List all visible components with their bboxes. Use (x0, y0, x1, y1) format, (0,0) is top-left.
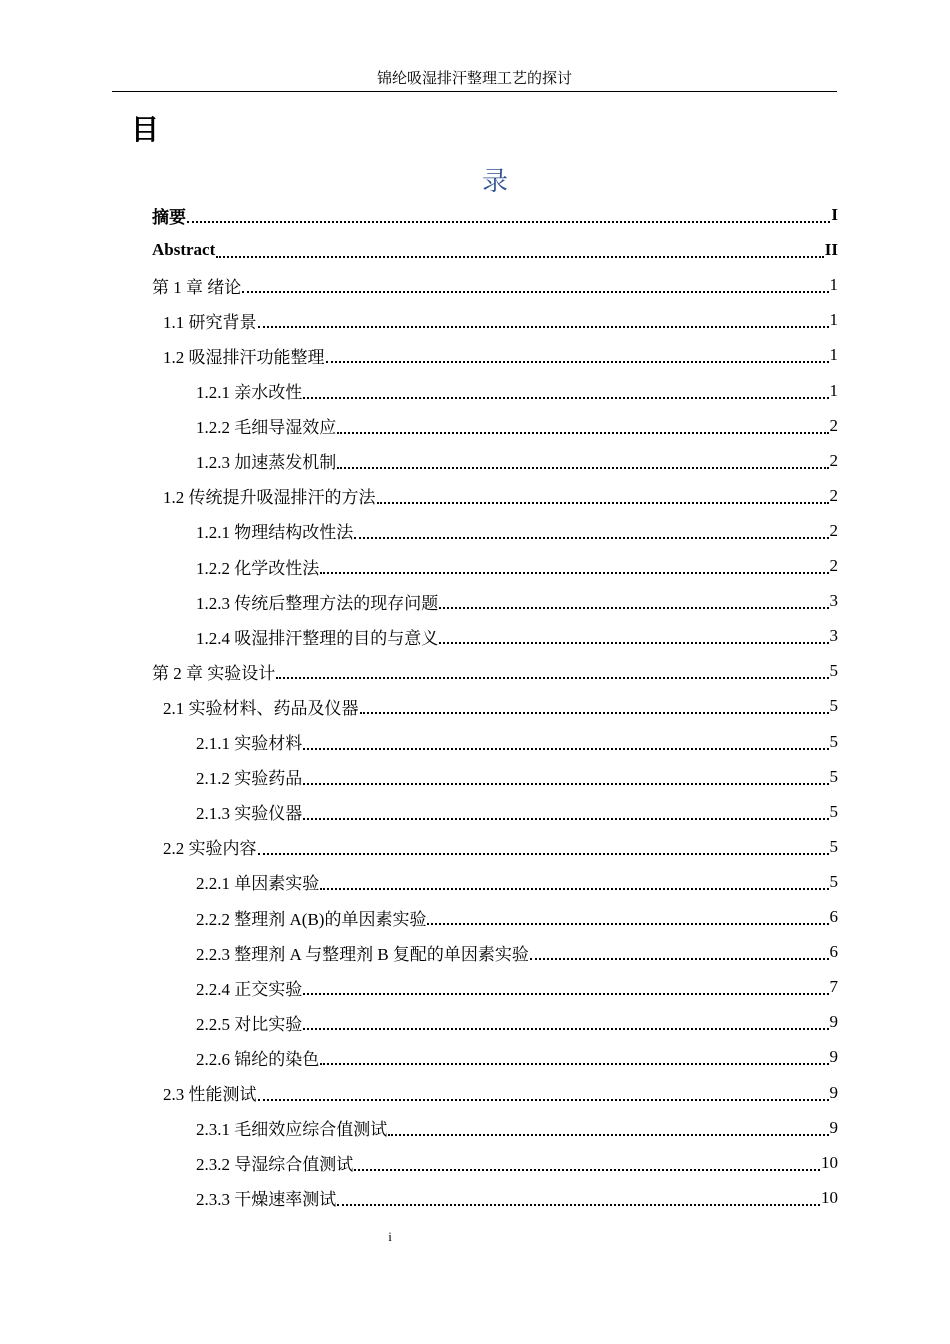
toc-entry-page: 1 (829, 310, 838, 330)
toc-entry[interactable] (163, 689, 838, 723)
toc-entry-page: 1 (829, 380, 838, 400)
toc-entry-page: 5 (829, 766, 838, 786)
toc-dot-leader (530, 958, 829, 960)
toc-entry-page: 9 (829, 1047, 838, 1067)
toc-entry-page: 5 (829, 801, 838, 821)
toc-entry-label: 第 2 章 实验设计 (152, 663, 276, 683)
page-number: i (388, 1229, 392, 1244)
toc-entry-page: 1 (829, 275, 838, 295)
toc-entry[interactable] (196, 795, 838, 829)
toc-entry[interactable] (152, 268, 838, 302)
toc-entry-page: 9 (829, 1012, 838, 1032)
toc-entry-page: 3 (829, 626, 838, 646)
toc-dot-leader (258, 326, 829, 328)
toc-dot-leader (303, 783, 828, 785)
toc-dot-leader (320, 888, 828, 890)
toc-entry-label: 2.3.3 干燥速率测试 (196, 1190, 337, 1210)
toc-entry-page: 10 (821, 1187, 838, 1207)
toc-entry-label: 2.2 实验内容 (163, 839, 257, 859)
toc-dot-leader (258, 1099, 829, 1101)
toc-entry[interactable] (196, 725, 838, 759)
toc-entry-label: 2.1.3 实验仪器 (196, 804, 303, 824)
toc-entry-label: 1.2.3 传统后整理方法的现存问题 (196, 593, 439, 613)
toc-entry[interactable] (196, 1040, 838, 1074)
toc-entry[interactable] (196, 619, 838, 653)
toc-entry-label: 1.2 传统提升吸湿排汗的方法 (163, 488, 376, 508)
toc-dot-leader (303, 397, 828, 399)
toc-entry[interactable] (152, 198, 838, 232)
toc-entry-label: 1.2.2 化学改性法 (196, 558, 320, 578)
toc-title-part2: 录 (481, 167, 508, 197)
toc-entry-label: 1.2 吸湿排汗功能整理 (163, 347, 325, 367)
toc-entry[interactable] (196, 1005, 838, 1039)
toc-entry-label: 1.2.4 吸湿排汗整理的目的与意义 (196, 628, 439, 648)
toc-entry[interactable] (196, 444, 838, 478)
toc-entry-label: 1.2.2 毛细导湿效应 (196, 418, 337, 438)
toc-entry-label: 2.2.1 单因素实验 (196, 874, 320, 894)
toc-entry-label: 2.3 性能测试 (163, 1085, 257, 1104)
toc-entry-label: 2.3.1 毛细效应综合值测试 (196, 1120, 388, 1140)
toc-entry-label: 2.2.3 整理剂 A 与整理剂 B 复配的单因素实验 (196, 944, 529, 964)
toc-entry[interactable] (196, 865, 838, 899)
toc-dot-leader (320, 1063, 828, 1065)
toc-entry-page: 2 (829, 485, 838, 505)
toc-entry[interactable] (163, 338, 838, 372)
toc-entry-page: 9 (829, 1117, 838, 1137)
toc-dot-leader (320, 572, 828, 574)
toc-dot-leader (337, 467, 828, 469)
toc-entry-page: 10 (821, 1152, 838, 1172)
toc-entry-label: 2.2.2 整理剂 A(B)的单因素实验 (196, 909, 427, 929)
header-divider (112, 91, 837, 92)
toc-entry[interactable] (196, 584, 838, 618)
toc-entry[interactable] (196, 935, 838, 969)
toc-dot-leader (187, 221, 830, 223)
toc-entry-label: 2.2.6 锦纶的染色 (196, 1049, 320, 1069)
toc-dot-leader (354, 1169, 820, 1171)
toc-entry-page: 2 (829, 520, 838, 540)
toc-dot-leader (439, 607, 828, 609)
toc-entry-page: 6 (829, 907, 838, 926)
toc-dot-leader (337, 1204, 820, 1206)
toc-entry[interactable] (152, 654, 838, 688)
toc-dot-leader (276, 677, 828, 679)
toc-entry-label: 2.2.5 对比实验 (196, 1014, 303, 1034)
toc-entry-label: 1.2.3 加速蒸发机制 (196, 453, 337, 473)
toc-dot-leader (326, 361, 829, 363)
toc-entry-page: 5 (829, 871, 838, 891)
toc-entry-page: 2 (829, 556, 838, 575)
toc-entry[interactable] (163, 303, 838, 337)
toc-entry[interactable] (152, 233, 838, 267)
toc-entry-label: 摘要 (152, 207, 186, 227)
toc-dot-leader (303, 993, 828, 995)
toc-dot-leader (258, 853, 829, 855)
toc-entry[interactable] (196, 514, 838, 548)
toc-entry[interactable] (196, 1111, 838, 1145)
toc-title-part1: 目 (131, 113, 160, 146)
toc-entry[interactable] (163, 1076, 838, 1110)
toc-entry-page: 5 (829, 731, 838, 751)
toc-dot-leader (377, 502, 829, 504)
toc-entry-page: 2 (829, 450, 838, 470)
toc-entry-label: 2.1 实验材料、药品及仪器 (163, 698, 359, 718)
toc-entry[interactable] (163, 830, 838, 864)
toc-entry[interactable] (196, 1146, 838, 1180)
toc-entry-page: II (824, 240, 838, 260)
toc-entry-label: 2.2.4 正交实验 (196, 979, 303, 999)
toc-entry-page: 7 (829, 977, 838, 997)
toc-entry-page: I (831, 205, 838, 224)
toc-entry-page: 6 (829, 942, 838, 962)
toc-entry[interactable] (196, 549, 838, 583)
toc-entry[interactable] (196, 970, 838, 1004)
toc-dot-leader (337, 432, 828, 434)
toc-dot-leader (388, 1134, 828, 1136)
toc-entry-label: Abstract (152, 240, 216, 260)
toc-entry-page: 2 (829, 415, 838, 435)
toc-dot-leader (439, 642, 828, 644)
toc-entry[interactable] (196, 374, 838, 408)
toc-entry-label: 1.2.1 物理结构改性法 (196, 523, 354, 543)
toc-entry[interactable] (196, 760, 838, 794)
toc-dot-leader (427, 923, 828, 925)
toc-entry-page: 5 (829, 696, 838, 716)
toc-dot-leader (303, 1028, 828, 1030)
toc-entry-page: 1 (829, 345, 838, 365)
toc-entry-page: 9 (829, 1082, 838, 1102)
toc-entry-label: 1.1 研究背景 (163, 312, 257, 332)
toc-entry-page: 5 (829, 661, 838, 681)
toc-entry-label: 2.1.1 实验材料 (196, 734, 303, 753)
toc-dot-leader (303, 748, 828, 750)
running-header: 锦纶吸湿排汗整理工艺的探讨 (376, 69, 572, 87)
toc-entry[interactable] (196, 900, 838, 934)
toc-entry-page: 3 (829, 591, 838, 611)
toc-entry-label: 2.3.2 导湿综合值测试 (196, 1155, 354, 1175)
toc-entry[interactable] (163, 479, 838, 513)
toc-dot-leader (354, 537, 828, 539)
toc-dot-leader (303, 818, 828, 820)
toc-dot-leader (360, 712, 829, 714)
toc-entry-label: 2.1.2 实验药品 (196, 769, 303, 789)
toc-dot-leader (242, 291, 828, 293)
toc-dot-leader (216, 256, 824, 258)
toc-entry-page: 5 (829, 836, 838, 856)
toc-entry-label: 1.2.1 亲水改性 (196, 383, 303, 402)
toc-entry[interactable] (196, 409, 838, 443)
toc-entry-label: 第 1 章 绪论 (152, 277, 242, 297)
toc-entry[interactable] (196, 1181, 838, 1215)
